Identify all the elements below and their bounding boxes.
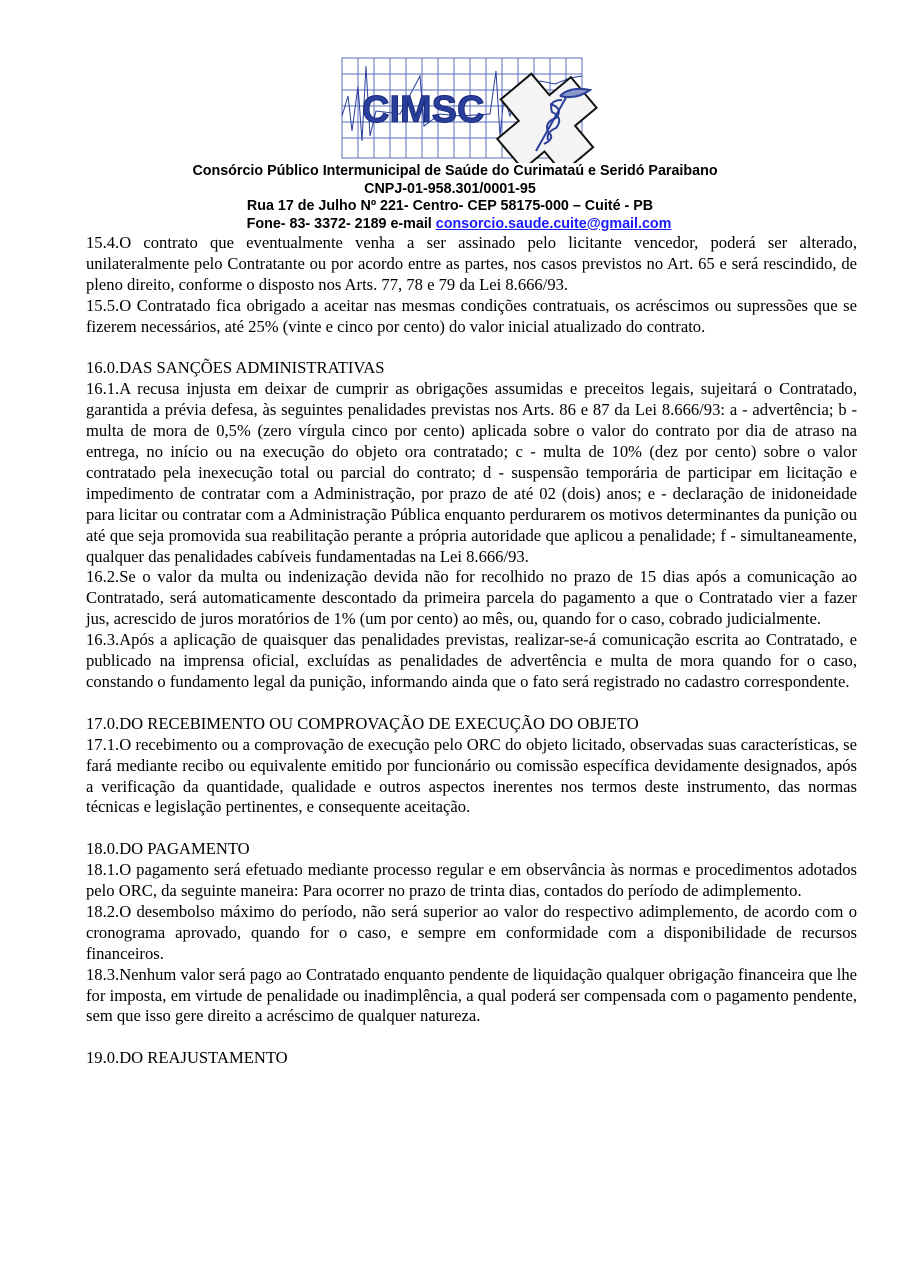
address: Rua 17 de Julho Nº 221- Centro- CEP 58175-000 – Cuité - PB xyxy=(246,198,654,214)
logo-text: CIMSC xyxy=(362,89,485,131)
clause-18-1: 18.1.O pagamento será efetuado mediante processo regular e em observância às normas e procedimentos adotados pelo ORC, da seguinte maneira: Para ocorrer no prazo de trinta dias, contados do período de adimplemento. xyxy=(86,860,857,901)
section-heading-18: 18.0.DO PAGAMENTO xyxy=(86,839,250,859)
email-link[interactable]: consorcio.saude.cuite@gmail.com xyxy=(435,215,672,232)
section-heading-19: 19.0.DO REAJUSTAMENTO xyxy=(86,1048,288,1068)
document-body xyxy=(86,233,857,1069)
clause-18-2: 18.2.O desembolso máximo do período, não será superior ao valor do respectivo adimplemento, de acordo com o cronograma aprovado, quando for o caso, e sempre em conformidade com a disponibilidade de recursos financeiros. xyxy=(86,901,857,963)
clause-17-1: 17.1.O recebimento ou a comprovação de execução pelo ORC do objeto licitado, observadas suas características, se fará mediante recibo ou equivalente emitido por funcionário ou comissão específica devidamente designados, após a verificação da quantidade, qualidade e outros aspectos inerentes nos termos deste instrumento, das normas técnicas e legislação pertinentes, e consequente aceitação. xyxy=(86,734,857,817)
clause-16-3: 16.3.Após a aplicação de quaisquer das penalidades previstas, realizar-se-á comunicação escrita ao Contratado, e publicado na imprensa oficial, excluídas as penalidades de advertência e multa de mora quando for o caso, constando o fundamento legal da punição, informando ainda que o fato será registrado no cadastro correspondente. xyxy=(86,630,857,692)
logo-graphic xyxy=(340,56,608,163)
cimsc-logo xyxy=(340,56,608,163)
cnpj: CNPJ-01-958.301/0001-95 xyxy=(364,180,536,197)
spacer xyxy=(86,338,857,359)
clause-18-3: 18.3.Nenhum valor será pago ao Contratado enquanto pendente de liquidação qualquer obrigação financeira que lhe for imposta, em virtude de penalidade ou inadimplência, a qual poderá ser compensada com o pagamento pendente, sem que isso gere direito a acréscimo de qualquer natureza. xyxy=(86,964,857,1026)
section-heading-17: 17.0.DO RECEBIMENTO OU COMPROVAÇÃO DE EXECUÇÃO DO OBJETO xyxy=(86,713,639,733)
contact-line xyxy=(0,216,900,234)
clause-15-4: 15.4.O contrato que eventualmente venha a ser assinado pelo licitante vencedor, poderá ser alterado, unilateralmente pelo Contratante ou por acordo entre as partes, nos casos previstos no Art. 65 e será rescindido, de pleno direito, conforme o disposto nos Arts. 77, 78 e 79 da Lei 8.666/93. xyxy=(86,233,857,294)
clause-15-5: 15.5.O Contratado fica obrigado a aceitar nas mesmas condições contratuais, os acréscimos ou supressões que se fizerem necessários, até 25% (vinte e cinco por cento) do valor inicial atualizado do contrato. xyxy=(86,295,857,336)
clause-16-1: 16.1.A recusa injusta em deixar de cumprir as obrigações assumidas e preceitos legais, sujeitará o Contratado, garantida a prévia defesa, às seguintes penalidades previstas nos Arts. 86 e 87 da Lei 8.666/93: a - advertência; b - multa de mora de 0,5% (zero vírgula cinco por cento) aplicada sobre o valor do contrato por dia de atraso na entrega, no início ou na execução do objeto ora contratado; c - multa de 10% (dez por cento) sobre o valor contratado pela inexecução total ou parcial do contrato; d - suspensão temporária de participar em licitação e impedimento de contratar com a Administração, por prazo de até 02 (dois) anos; e - declaração de inidoneidade para licitar ou contratar com a Administração Pública enquanto perdurarem os motivos determinantes da punição ou até que seja promovida sua reabilitação perante a própria autoridade que aplicou a penalidade; f - simultaneamente, qualquer das penalidades cabíveis fundamentadas na Lei 8.666/93. xyxy=(86,379,857,566)
spacer xyxy=(86,693,857,714)
phone-label: Fone- 83- 3372- 2189 e-mail xyxy=(246,215,436,232)
spacer xyxy=(86,1027,857,1048)
spacer xyxy=(86,818,857,839)
org-name: Consórcio Público Intermunicipal de Saúde do Curimataú e Seridó Paraibano xyxy=(192,163,718,179)
clause-16-2: 16.2.Se o valor da multa ou indenização devida não for recolhido no prazo de 15 dias após a comunicação ao Contratado, será automaticamente descontado da primeira parcela do pagamento a que o Contratado vier a fazer jus, acrescido de juros moratórios de 1% (um por cento) ao mês, ou, quando for o caso, cobrado judicialmente. xyxy=(86,567,857,629)
letterhead xyxy=(0,163,900,233)
section-heading-16: 16.0.DAS SANÇÕES ADMINISTRATIVAS xyxy=(86,358,385,378)
